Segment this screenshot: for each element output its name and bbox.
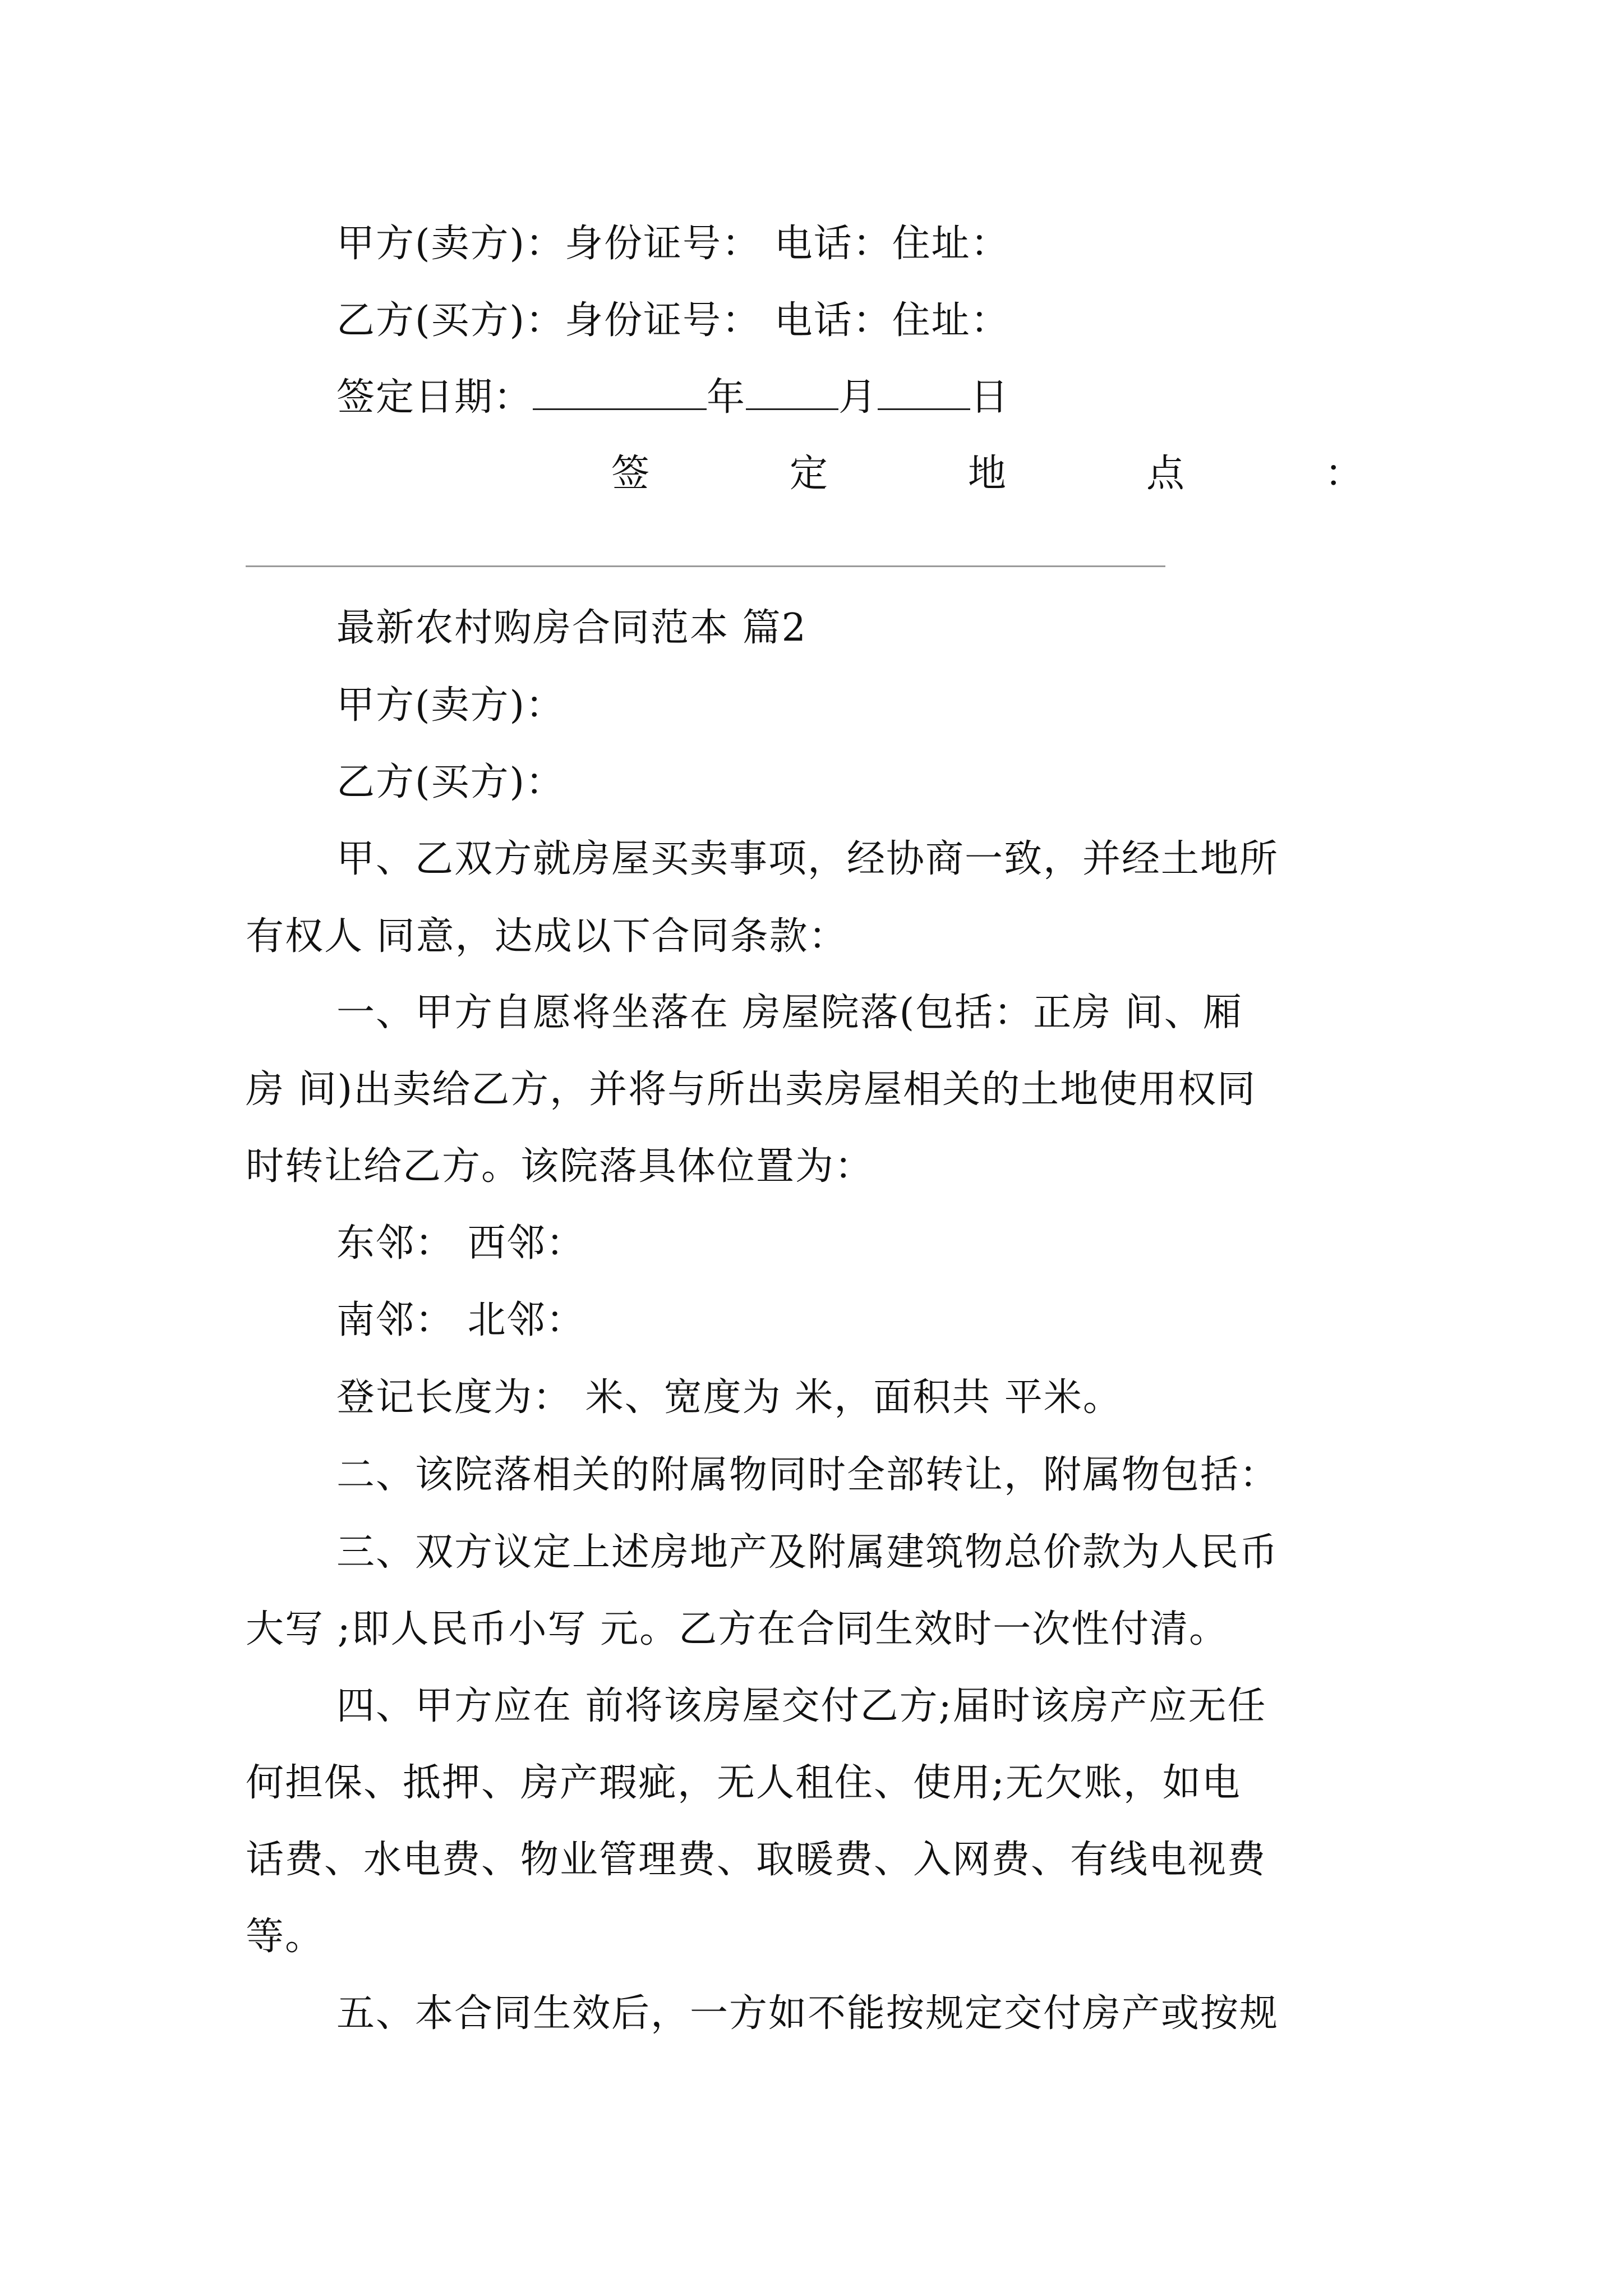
year-blank <box>533 375 707 410</box>
south-north-neighbors: 南邻： 北邻： <box>336 1298 585 1342</box>
clause-4-line: 话费、水电费、物业管理费、取暖费、入网费、有线电视费 <box>246 1838 1267 1882</box>
clause-4-line: 何担保、抵押、房产瑕疵，无人租住、使用;无欠账，如电 <box>246 1761 1241 1805</box>
sign-place-char: 点 <box>1146 452 1184 496</box>
sign-place-char: ： <box>1324 452 1363 496</box>
day-label: 日 <box>970 375 1010 420</box>
intro-paragraph-line: 甲、乙双方就房屋买卖事项，经协商一致，并经土地所 <box>336 837 1279 881</box>
clause-3-line: 三、双方议定上述房地产及附属建筑物总价款为人民币 <box>336 1530 1279 1575</box>
clause-2-line: 二、该院落相关的附属物同时全部转让，附属物包括： <box>336 1453 1279 1497</box>
year-label: 年 <box>707 375 746 420</box>
month-label: 月 <box>838 375 878 420</box>
sign-place-char: 地 <box>967 452 1006 496</box>
day-blank <box>878 375 970 410</box>
party-a-info-line: 甲方(卖方)：身份证号： 电话：住址： <box>336 222 1010 266</box>
dimensions-line: 登记长度为： 米、宽度为 米，面积共 平米。 <box>336 1375 1122 1420</box>
clause-4-line: 四、甲方应在 前将该房屋交付乙方;届时该房产应无任 <box>336 1684 1267 1728</box>
intro-paragraph-line: 有权人 同意，达成以下合同条款： <box>246 914 848 959</box>
sign-place-char: 签 <box>611 452 650 496</box>
sign-place-char: 定 <box>789 452 828 496</box>
month-blank <box>746 375 838 410</box>
clause-1-line: 房 间)出卖给乙方，并将与所出卖房屋相关的土地使用权同 <box>246 1068 1257 1112</box>
sign-place-line <box>611 452 1363 496</box>
party-b-label: 乙方(买方)： <box>336 760 565 804</box>
clause-4-line: 等。 <box>246 1915 325 1959</box>
clause-1-line: 时转让给乙方。该院落具体位置为： <box>246 1144 874 1189</box>
section-divider <box>246 565 1165 567</box>
party-a-label: 甲方(卖方)： <box>336 683 565 728</box>
sign-date-line <box>336 375 1009 420</box>
section-title: 最新农村购房合同范本 篇2 <box>336 606 807 650</box>
east-west-neighbors: 东邻： 西邻： <box>336 1221 585 1266</box>
clause-1-line: 一、甲方自愿将坐落在 房屋院落(包括：正房 间、厢 <box>336 991 1243 1035</box>
party-b-info-line: 乙方(买方)：身份证号： 电话：住址： <box>336 298 1010 343</box>
clause-3-line: 大写 ;即人民币小写 元。乙方在合同生效时一次性付清。 <box>246 1607 1229 1651</box>
clause-5-line: 五、本合同生效后，一方如不能按规定交付房产或按规 <box>336 1991 1279 2036</box>
sign-date-label: 签定日期： <box>336 375 533 420</box>
